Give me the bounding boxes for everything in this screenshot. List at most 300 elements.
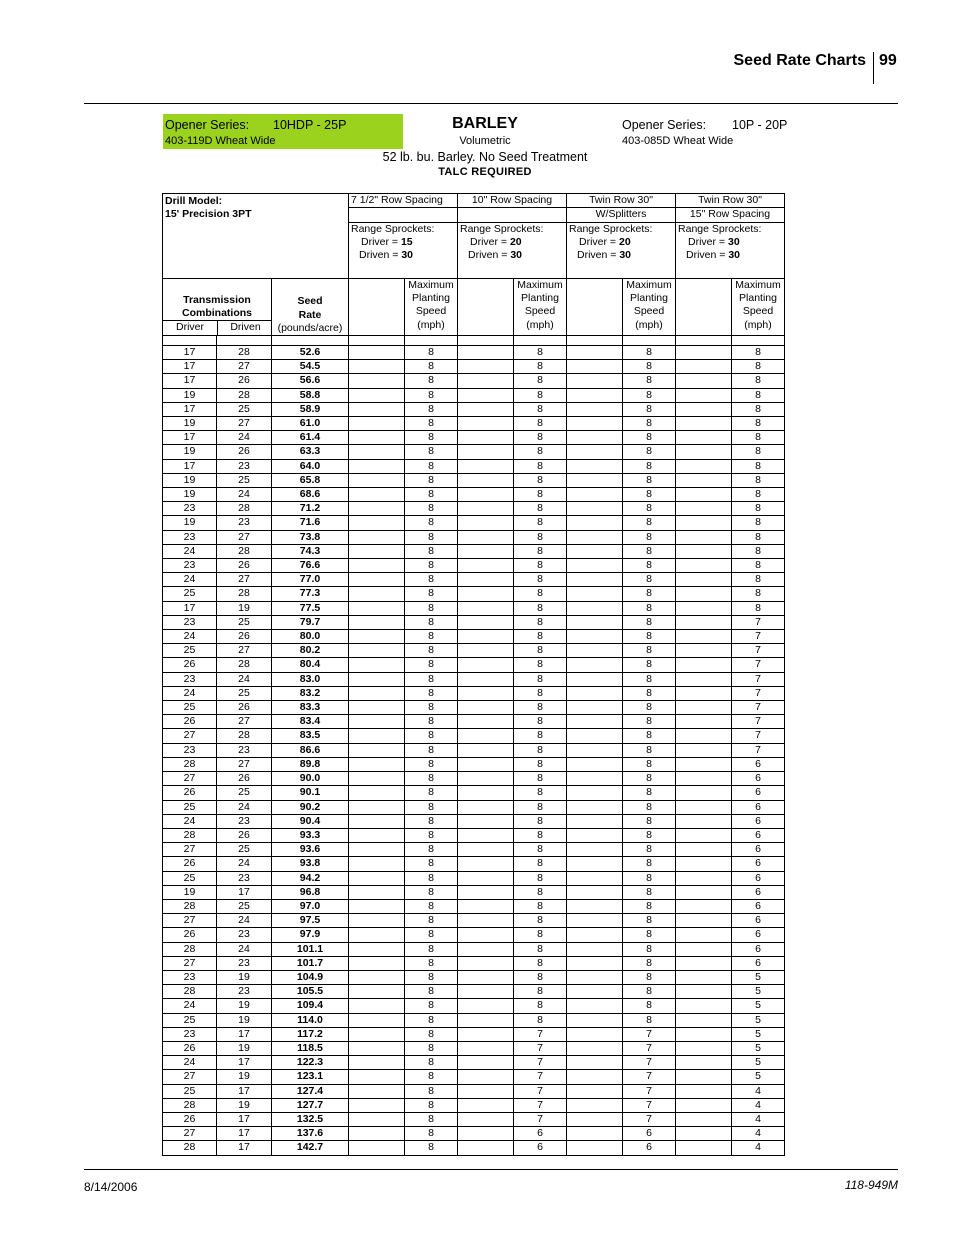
max-speed-cell: 6	[732, 843, 785, 857]
max-speed-cell: 8	[514, 686, 567, 700]
seed-rate-cell: 123.1	[272, 1070, 349, 1084]
max-speed-cell: 8	[514, 615, 567, 629]
driven-cell: 27	[217, 417, 272, 431]
driver-sprocket: Driver = 20	[579, 236, 631, 249]
page-section-title: Seed Rate Charts	[733, 52, 866, 69]
max-speed-cell: 8	[405, 431, 458, 445]
driver-cell: 19	[163, 417, 217, 431]
blank-cell	[458, 701, 514, 715]
max-speed-cell: 8	[623, 757, 676, 771]
seed-rate-cell: 93.6	[272, 843, 349, 857]
max-speed-cell: 8	[405, 800, 458, 814]
blank-cell	[458, 459, 514, 473]
max-speed-cell: 8	[405, 1056, 458, 1070]
spacing-header-4: Twin Row 30"	[676, 194, 785, 208]
blank-cell	[567, 630, 623, 644]
blank-cell	[458, 743, 514, 757]
blank-cell	[676, 1112, 732, 1126]
max-speed-cell: 7	[514, 1084, 567, 1098]
blank-cell	[458, 644, 514, 658]
max-speed-cell: 8	[405, 686, 458, 700]
blank-cell	[567, 516, 623, 530]
max-speed-cell: 8	[623, 459, 676, 473]
seed-rate-header	[272, 279, 349, 336]
blank-cell	[349, 885, 405, 899]
blank-cell	[349, 601, 405, 615]
blank-cell	[349, 445, 405, 459]
driven-cell: 23	[217, 743, 272, 757]
max-speed-cell: 8	[405, 502, 458, 516]
driver-cell: 17	[163, 431, 217, 445]
max-speed-cell: 8	[623, 473, 676, 487]
max-speed-cell: 8	[514, 800, 567, 814]
driver-sprocket: Driver = 15	[361, 236, 413, 249]
range-sprockets-3	[567, 222, 676, 278]
driven-sprocket: Driven = 30	[468, 249, 522, 262]
driven-cell: 17	[217, 1127, 272, 1141]
blank-cell	[676, 885, 732, 899]
driver-cell: 26	[163, 1112, 217, 1126]
drill-model-cell	[163, 194, 349, 279]
blank-cell	[349, 928, 405, 942]
max-speed-cell: 8	[405, 473, 458, 487]
driven-cell: 28	[217, 658, 272, 672]
blank-cell	[567, 729, 623, 743]
transmission-label-2: Combinations	[182, 306, 252, 319]
max-speed-cell: 8	[623, 843, 676, 857]
seed-rate-cell: 122.3	[272, 1056, 349, 1070]
blank-cell	[349, 1013, 405, 1027]
blank-cell	[567, 530, 623, 544]
driver-cell: 26	[163, 857, 217, 871]
blank-cell	[458, 445, 514, 459]
seed-rate-cell: 101.7	[272, 956, 349, 970]
seed-rate-cell: 65.8	[272, 473, 349, 487]
max-speed-cell: 5	[732, 985, 785, 999]
blank-cell	[676, 530, 732, 544]
blank-cell	[458, 488, 514, 502]
talc-note: TALC REQUIRED	[438, 166, 532, 178]
max-speed-cell: 5	[732, 1013, 785, 1027]
driver-cell: 19	[163, 488, 217, 502]
table-row	[163, 473, 785, 487]
max-speed-cell: 8	[405, 1027, 458, 1041]
driven-cell: 23	[217, 516, 272, 530]
max-speed-cell: 8	[514, 871, 567, 885]
max-speed-cell: 8	[405, 559, 458, 573]
max-speed-cell: 7	[623, 1041, 676, 1055]
blank-cell	[567, 488, 623, 502]
seed-rate-cell: 80.4	[272, 658, 349, 672]
max-speed-cell: 8	[405, 346, 458, 360]
blank-cell	[349, 360, 405, 374]
blank-cell	[458, 1141, 514, 1155]
max-speed-cell: 8	[514, 1013, 567, 1027]
table-row	[163, 772, 785, 786]
driven-cell: 24	[217, 488, 272, 502]
max-speed-cell: 8	[514, 970, 567, 984]
max-speed-cell: 8	[514, 843, 567, 857]
range-sprockets-1	[349, 222, 458, 278]
driver-cell: 24	[163, 544, 217, 558]
driver-cell: 26	[163, 715, 217, 729]
table-row	[163, 1098, 785, 1112]
max-speed-cell: 7	[514, 1056, 567, 1070]
max-speed-cell: 8	[405, 828, 458, 842]
driver-cell: 23	[163, 530, 217, 544]
blank-cell	[349, 828, 405, 842]
blank-cell	[458, 615, 514, 629]
table-row	[163, 857, 785, 871]
blank-cell	[567, 1041, 623, 1055]
blank-cell	[676, 573, 732, 587]
max-speed-cell: 8	[405, 814, 458, 828]
max-speed-cell: 8	[732, 374, 785, 388]
table-row	[163, 1141, 785, 1155]
max-speed-cell: 8	[514, 417, 567, 431]
max-speed-cell: 8	[623, 644, 676, 658]
table-row	[163, 1056, 785, 1070]
blank-cell	[676, 857, 732, 871]
max-speed-cell: 8	[405, 885, 458, 899]
opener-right-series	[622, 118, 822, 132]
blank-cell	[458, 999, 514, 1013]
blank-cell	[349, 914, 405, 928]
blank-cell	[676, 928, 732, 942]
header-row-columns	[163, 279, 785, 336]
blank-cell	[458, 814, 514, 828]
max-speed-cell: 8	[623, 857, 676, 871]
driven-cell: 24	[217, 914, 272, 928]
driven-cell: 28	[217, 502, 272, 516]
drill-model: 15' Precision 3PT	[165, 208, 252, 221]
blank-cell	[567, 644, 623, 658]
max-speed-cell: 7	[732, 743, 785, 757]
blank-cell	[567, 388, 623, 402]
blank-cell	[349, 402, 405, 416]
max-speed-cell: 8	[732, 402, 785, 416]
blank-cell	[458, 473, 514, 487]
footer-rule	[84, 1169, 898, 1170]
max-speed-cell: 8	[405, 942, 458, 956]
max-speed-cell: 8	[514, 374, 567, 388]
driver-cell: 25	[163, 587, 217, 601]
max-speed-cell: 7	[623, 1084, 676, 1098]
max-speed-cell: 8	[514, 516, 567, 530]
range-label: Range Sprockets:	[351, 222, 435, 235]
max-speed-cell: 8	[623, 800, 676, 814]
seed-rate-cell: 93.8	[272, 857, 349, 871]
max-speed-cell: 8	[514, 530, 567, 544]
blank-cell	[458, 431, 514, 445]
seed-rate-cell: 114.0	[272, 1013, 349, 1027]
blank-cell	[458, 1041, 514, 1055]
table-row	[163, 559, 785, 573]
driver-cell: 28	[163, 1141, 217, 1155]
table-row	[163, 729, 785, 743]
seed-rate-cell: 101.1	[272, 942, 349, 956]
max-speed-cell: 6	[732, 885, 785, 899]
blank-cell	[349, 701, 405, 715]
blank-cell	[349, 843, 405, 857]
blank-cell	[458, 1013, 514, 1027]
blank-cell	[458, 587, 514, 601]
max-speed-cell: 8	[623, 1013, 676, 1027]
driven-cell: 17	[217, 1027, 272, 1041]
range-label: Range Sprockets:	[460, 222, 544, 235]
spacing-header-3: Twin Row 30"	[567, 194, 676, 208]
blank-cell	[567, 914, 623, 928]
seed-rate-cell: 86.6	[272, 743, 349, 757]
range-sprockets-4	[676, 222, 785, 278]
max-speed-cell: 6	[514, 1127, 567, 1141]
max-speed-cell: 7	[514, 1041, 567, 1055]
driver-sprocket: Driver = 30	[688, 236, 740, 249]
max-speed-cell: 7	[514, 1027, 567, 1041]
max-speed-cell: 8	[405, 402, 458, 416]
blank-cell	[567, 672, 623, 686]
table-row	[163, 644, 785, 658]
max-speed-cell: 8	[623, 573, 676, 587]
blank-cell	[349, 1084, 405, 1098]
max-speed-cell: 8	[732, 573, 785, 587]
driven-cell: 23	[217, 871, 272, 885]
table-row	[163, 417, 785, 431]
max-speed-cell: 8	[514, 559, 567, 573]
max-speed-cell: 8	[514, 743, 567, 757]
max-speed-header-1: Maximum Planting Speed (mph)	[405, 279, 458, 336]
driver-cell: 17	[163, 402, 217, 416]
blank-cell	[458, 1084, 514, 1098]
header-rule	[84, 103, 898, 104]
table-row	[163, 402, 785, 416]
blank-cell	[458, 1098, 514, 1112]
range-label: Range Sprockets:	[678, 222, 762, 235]
driver-cell: 27	[163, 1070, 217, 1084]
driven-cell: 19	[217, 999, 272, 1013]
spacing-sub-2	[458, 208, 567, 222]
driven-cell: 19	[217, 1013, 272, 1027]
blank-cell	[567, 601, 623, 615]
driven-cell: 25	[217, 686, 272, 700]
table-row	[163, 814, 785, 828]
max-speed-cell: 6	[732, 956, 785, 970]
max-speed-cell: 8	[405, 388, 458, 402]
blank-cell	[676, 828, 732, 842]
max-speed-cell: 8	[405, 956, 458, 970]
max-speed-cell: 8	[732, 601, 785, 615]
blank-cell	[676, 587, 732, 601]
seed-label-3: (pounds/acre)	[277, 321, 343, 334]
driver-cell: 23	[163, 1027, 217, 1041]
max-speed-cell: 6	[514, 1141, 567, 1155]
blank-cell	[349, 431, 405, 445]
blank-cell	[676, 843, 732, 857]
table-row	[163, 1027, 785, 1041]
blank-cell	[676, 956, 732, 970]
blank-cell	[349, 644, 405, 658]
blank-cell	[676, 970, 732, 984]
driven-cell: 27	[217, 573, 272, 587]
blank-cell	[458, 516, 514, 530]
max-speed-cell: 8	[405, 630, 458, 644]
max-speed-cell: 6	[732, 899, 785, 913]
driven-cell: 17	[217, 1056, 272, 1070]
seed-rate-cell: 97.5	[272, 914, 349, 928]
driven-cell: 27	[217, 644, 272, 658]
max-speed-cell: 8	[405, 587, 458, 601]
seed-rate-cell: 118.5	[272, 1041, 349, 1055]
max-speed-cell: 8	[623, 502, 676, 516]
blank-cell	[458, 1112, 514, 1126]
blank-cell	[349, 502, 405, 516]
max-speed-cell: 8	[514, 899, 567, 913]
driver-cell: 23	[163, 559, 217, 573]
table-row	[163, 686, 785, 700]
max-speed-cell: 8	[623, 530, 676, 544]
blank-cell	[458, 786, 514, 800]
driver-cell: 25	[163, 1013, 217, 1027]
blank-cell	[676, 1027, 732, 1041]
blank-cell	[676, 757, 732, 771]
driven-cell: 26	[217, 828, 272, 842]
seed-rate-cell: 142.7	[272, 1141, 349, 1155]
opener-right-label: Opener Series:	[622, 118, 707, 132]
blank-cell	[676, 1141, 732, 1155]
blank-cell	[676, 800, 732, 814]
max-speed-cell: 8	[623, 942, 676, 956]
seed-rate-cell: 97.0	[272, 899, 349, 913]
driven-cell: 19	[217, 1098, 272, 1112]
max-speed-cell: 8	[514, 956, 567, 970]
max-speed-cell: 8	[623, 715, 676, 729]
blank-cell	[349, 757, 405, 771]
max-speed-cell: 8	[623, 417, 676, 431]
max-speed-cell: 8	[732, 587, 785, 601]
max-speed-cell: 8	[405, 1070, 458, 1084]
driven-cell: 26	[217, 374, 272, 388]
footer-doc-number: 118-949M	[844, 1178, 898, 1192]
driver-cell: 24	[163, 630, 217, 644]
max-speed-cell: 6	[732, 871, 785, 885]
max-speed-cell: 8	[623, 814, 676, 828]
driver-cell: 26	[163, 658, 217, 672]
blank-header-4	[676, 279, 732, 336]
max-speed-cell: 8	[514, 729, 567, 743]
blank-cell	[567, 786, 623, 800]
table-row	[163, 942, 785, 956]
driver-cell: 27	[163, 772, 217, 786]
driven-cell: 23	[217, 459, 272, 473]
max-speed-cell: 8	[732, 473, 785, 487]
blank-cell	[349, 871, 405, 885]
max-speed-cell: 8	[623, 374, 676, 388]
blank-cell	[567, 1056, 623, 1070]
driver-cell: 27	[163, 843, 217, 857]
table-row	[163, 757, 785, 771]
seed-label-1: Seed	[297, 295, 323, 308]
driven-cell: 25	[217, 786, 272, 800]
blank-cell	[349, 488, 405, 502]
max-speed-cell: 8	[623, 999, 676, 1013]
table-row	[163, 701, 785, 715]
blank-cell	[567, 587, 623, 601]
max-speed-cell: 8	[514, 544, 567, 558]
max-speed-cell: 6	[732, 757, 785, 771]
max-speed-cell: 7	[732, 701, 785, 715]
table-row	[163, 360, 785, 374]
blank-cell	[676, 1056, 732, 1070]
seed-label-2: Rate	[298, 308, 322, 321]
driven-cell: 17	[217, 885, 272, 899]
max-speed-cell: 8	[514, 346, 567, 360]
seed-rate-cell: 71.6	[272, 516, 349, 530]
blank-cell	[567, 843, 623, 857]
drill-label: Drill Model:	[165, 195, 223, 207]
max-speed-cell: 5	[732, 1041, 785, 1055]
blank-cell	[349, 942, 405, 956]
driven-cell: 26	[217, 559, 272, 573]
max-speed-cell: 8	[405, 615, 458, 629]
blank-cell	[676, 899, 732, 913]
table-row	[163, 672, 785, 686]
table-row	[163, 885, 785, 899]
max-speed-cell: 6	[732, 928, 785, 942]
blank-cell	[349, 999, 405, 1013]
seed-rate-cell: 90.2	[272, 800, 349, 814]
driven-cell: 27	[217, 530, 272, 544]
table-row	[163, 388, 785, 402]
blank-cell	[676, 871, 732, 885]
blank-cell	[676, 615, 732, 629]
blank-cell	[349, 800, 405, 814]
blank-cell	[676, 743, 732, 757]
header-gap-row	[163, 336, 785, 346]
driver-cell: 25	[163, 701, 217, 715]
driver-cell: 19	[163, 885, 217, 899]
driven-cell: 23	[217, 956, 272, 970]
blank-cell	[676, 630, 732, 644]
max-speed-cell: 7	[732, 686, 785, 700]
blank-cell	[567, 1141, 623, 1155]
max-speed-cell: 7	[623, 1070, 676, 1084]
blank-cell	[567, 857, 623, 871]
max-speed-cell: 8	[623, 914, 676, 928]
page-number: 99	[879, 52, 897, 69]
max-speed-cell: 8	[405, 1041, 458, 1055]
max-speed-cell: 8	[514, 757, 567, 771]
max-speed-cell: 8	[405, 729, 458, 743]
driver-sprocket: Driver = 20	[470, 236, 522, 249]
blank-cell	[567, 928, 623, 942]
driver-cell: 27	[163, 1127, 217, 1141]
max-speed-cell: 8	[514, 985, 567, 999]
blank-cell	[458, 899, 514, 913]
driver-cell: 28	[163, 942, 217, 956]
blank-cell	[458, 914, 514, 928]
seed-rate-table	[162, 193, 785, 1156]
max-speed-cell: 4	[732, 1141, 785, 1155]
max-speed-cell: 6	[623, 1141, 676, 1155]
driver-cell: 27	[163, 956, 217, 970]
blank-cell	[567, 402, 623, 416]
max-speed-cell: 8	[405, 459, 458, 473]
blank-cell	[458, 672, 514, 686]
blank-cell	[458, 601, 514, 615]
seed-rate-cell: 105.5	[272, 985, 349, 999]
blank-cell	[567, 1112, 623, 1126]
table-row	[163, 502, 785, 516]
